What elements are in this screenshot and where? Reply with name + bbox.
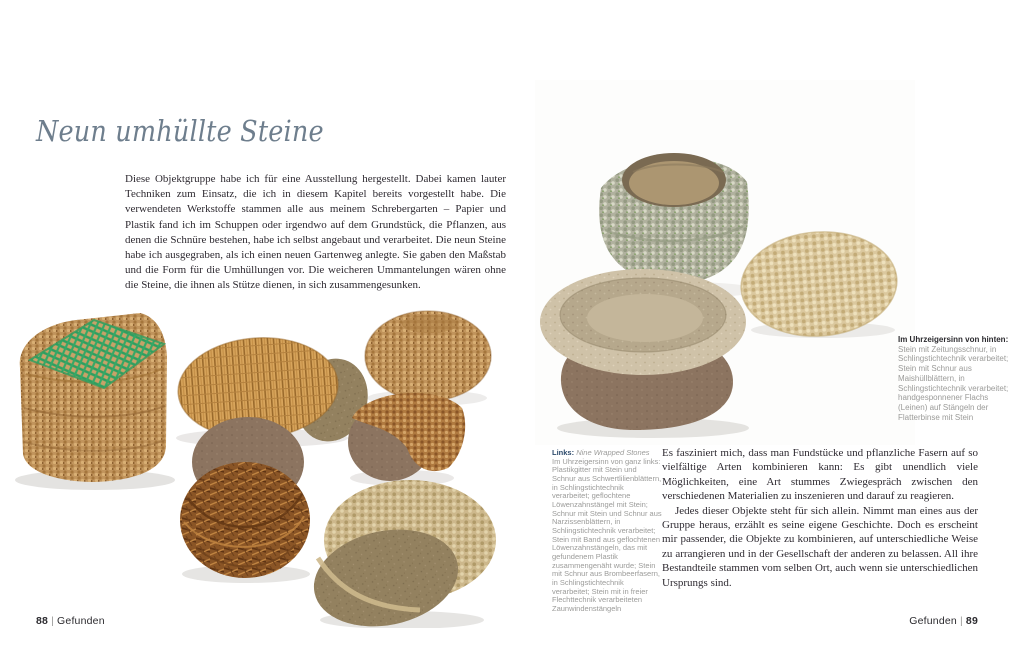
section-name: Gefunden (57, 615, 105, 627)
section-name: Gefunden (909, 615, 957, 627)
stone-cube-green-net (20, 313, 167, 482)
intro-paragraph: Diese Objektgruppe habe ich für eine Ausstellung hergestellt. Dabei kamen lauter Techniken zum Einsatz, die ich in diesem Kapitel bereits vorgestellt habe. Die verwendeten Werkstoffe stammen alle aus meinem Schrebergarten – Papier und Plastik fand ich im Schuppen oder irgendwo auf dem Grundstück, die Pflanzen, aus denen die Schnüre bestehen, habe ich selbst angebaut und verarbeitet. Die neun Steine habe ich ausgegraben, als ich einen neuen Gartenweg anlegte. Sie gaben den Maßstab und die Form für die Umhüllungen vor. Die weicheren Ummantelungen wären ohne die Steine, die ihnen als Stütze dienen, in sich zusammengesunken. (125, 173, 506, 292)
footer-separator: | (51, 615, 55, 627)
page-number: 88 (36, 615, 49, 627)
artwork-title: Nine Wrapped Stones (576, 448, 650, 457)
caption-lead: Im Uhrzeigersinn von hinten: (898, 335, 1009, 344)
wrapped-stones-illustration (0, 296, 505, 628)
photo-caption-links (552, 449, 662, 613)
stone-crochet-dome (305, 480, 496, 628)
caption-lead: Links: (552, 448, 575, 457)
caption-text: Stein mit Zeitungsschnur, in Schlingstichtechnik verarbeitet; Stein mit Schnur aus Maishüllblättern, in Schlingstichtechnik verarbeitet; handgesponnener Flachs (Leinen) auf Stängeln der Flatterbinse mit Stein (898, 344, 1009, 422)
caption-text: Im Uhrzeigersinn von ganz links: Plastikgitter mit Stein und Schnur aus Schwertlilienblättern, in Schlingstichtechnik verarbeitet; geflochtene Löwenzahnstängel mit Stein; Schnur mit Stein und Schnur aus Narzissenblättern, in Schlingstichtechnik verarbeitet; Stein mit Band aus geflochtenen Löwenzahnstängeln, das mit gefundenem Plastik zusammengenäht wurde; Stein mit Schnur aus Brombeerfasern, in Schlingstichtechnik verarbeitet; Stein mit in freier Flechttechnik verarbeiteten Zaunwindenstängeln (552, 456, 662, 613)
stone-vessels-illustration (535, 80, 915, 445)
stone-crochet-cap (348, 393, 465, 481)
bowl-on-stone (540, 269, 746, 430)
chapter-title: Neun umhüllte Steine (36, 114, 324, 148)
paragraph: Es fasziniert mich, dass man Fundstücke und pflanzliche Fasern auf so vielfältige Arten kombinieren kann: Es gibt unendlich viele Möglichkeiten, eine Art stummes Zwiegespräch zwischen den verschiedenen Materialien zu inszenieren und darauf zu reagieren. (662, 447, 978, 503)
photo-stone-vessels (535, 80, 915, 445)
stone-crochet-ball (365, 311, 491, 401)
photo-caption-clockwise (898, 335, 1010, 422)
stone-twig-nest (180, 417, 310, 578)
photo-six-wrapped-stones (0, 296, 505, 628)
main-text-column (662, 446, 978, 590)
footer-separator: | (959, 615, 963, 627)
page-footer-left (36, 615, 105, 627)
crochet-pot-with-stone (599, 153, 749, 285)
paragraph: Jedes dieser Objekte steht für sich allein. Nimmt man eines aus der Gruppe heraus, erzählt es seine eigene Geschichte. Doch es erscheint mir passender, die Objekte zu kombinieren, auf unterschiedliche Weise zu arrangieren und in der Gesellschaft der anderen zu belassen. All ihre Bestandteile stammen vom selben Ort, auch wenn sie unterschiedlichen Ursprungs sind. (662, 504, 978, 589)
page-number: 89 (965, 615, 978, 627)
page-footer-right (909, 615, 978, 627)
